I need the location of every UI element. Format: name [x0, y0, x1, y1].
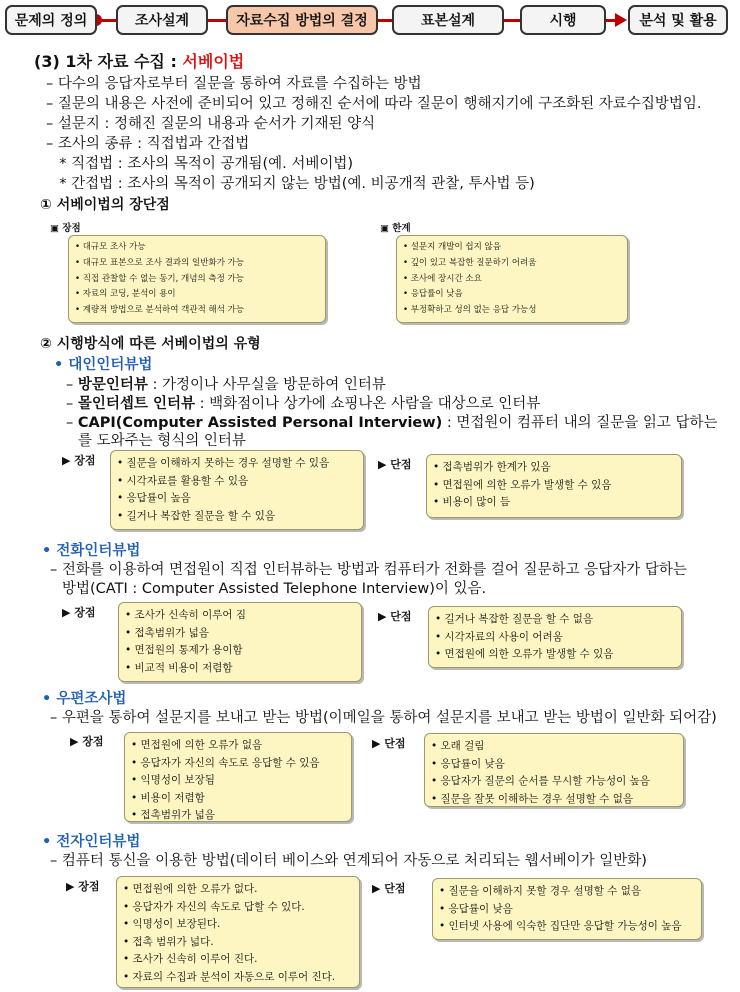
phone-title: • 전화인터뷰법 [42, 543, 141, 559]
online-cons-label: ▶ 단점 [372, 882, 406, 895]
list-item: • 조사가 신속히 이루어 진다. [123, 951, 353, 969]
online-cons-box [432, 878, 702, 940]
list-item: • 자료의 수집과 분석이 자동으로 이루어 진다. [123, 969, 353, 987]
list-item: • 대규모 조사 가능 [75, 240, 319, 256]
flow-step-4: 표본설계 [392, 5, 504, 35]
interview-item: – CAPI(Computer Assisted Personal Interview) : 면접원이 컴퓨터 내의 질문을 읽고 답하는 [66, 415, 718, 431]
intro-line: – 질문의 내용은 사전에 준비되어 있고 정해진 순서에 따라 질문이 행해지기에 구조화된 자료수집방법임. [46, 96, 702, 112]
list-item: • 접촉범위가 한계가 있음 [433, 459, 675, 477]
list-item: • 대규모 표본으로 조사 결과의 일반화가 가능 [75, 256, 319, 272]
interview-text: : 면접원이 컴퓨터 내의 질문을 읽고 답하는 [442, 415, 718, 431]
flow-step-6: 분석 및 활용 [628, 5, 728, 35]
list-item: • 비용이 저렴함 [131, 790, 345, 808]
list-item: • 길거나 복잡한 질문을 할 수 있음 [117, 508, 357, 526]
list-item: • 응답률이 높음 [117, 490, 357, 508]
list-item: • 응답자가 자신의 속도로 응답할 수 있음 [131, 755, 345, 773]
interview-pros-label: ▶ 장점 [62, 454, 96, 467]
list-item: • 응답자가 질문의 순서를 무시할 가능성이 높음 [431, 773, 677, 791]
list-item: • 면접원에 의한 오류가 없음 [131, 737, 345, 755]
list-item: • 자료의 코딩, 분석이 용이 [75, 287, 319, 303]
list-item: • 부정확하고 성의 없는 응답 가능성 [403, 303, 621, 319]
mail-pros-box [124, 732, 352, 822]
flow-step-5: 시행 [520, 5, 606, 35]
interview-term: 몰인터셉트 인터뷰 [77, 396, 195, 412]
online-title: • 전자인터뷰법 [42, 834, 141, 850]
list-item: • 깊이 있고 복잡한 질문하기 어려움 [403, 256, 621, 272]
list-item: • 접촉범위가 넓음 [125, 625, 355, 643]
online-pros-box [116, 876, 360, 988]
list-item: • 응답률이 낮음 [431, 756, 677, 774]
online-desc: – 컴퓨터 통신을 이용한 방법(데이터 베이스와 연계되어 자동으로 처리되는 웹서베이가 일반화) [50, 853, 647, 869]
mail-cons-box [424, 733, 684, 807]
list-item: • 면접원에 의한 오류가 없다. [123, 881, 353, 899]
mail-title: • 우편조사법 [42, 691, 127, 707]
intro-line: * 직접법 : 조사의 목적이 공개됨(예. 서베이법) [50, 156, 354, 172]
flow-connector [376, 19, 392, 22]
types-title: ② 시행방식에 따른 서베이법의 유형 [40, 336, 261, 352]
list-item: • 길거나 복잡한 질문을 할 수 없음 [435, 611, 675, 629]
list-item: • 접촉 범위가 넓다. [123, 934, 353, 952]
phone-desc: – 전화를 이용하여 면접원이 직접 인터뷰하는 방법과 컴퓨터가 전화를 걸어 질문하고 응답자가 답하는 [50, 562, 687, 578]
flow-connector [502, 19, 520, 22]
list-item: • 질문을 이해하지 못할 경우 설명할 수 없음 [439, 883, 695, 901]
list-item: • 직접 관찰할 수 없는 동기, 개념의 측정 가능 [75, 272, 319, 288]
proscons-pros-label: ▣ 장점 [50, 223, 81, 234]
section-number: (3) 1차 자료 수집 : [34, 52, 183, 71]
interview-term: 방문인터뷰 [77, 377, 148, 393]
phone-pros-box [118, 602, 362, 682]
list-item: • 질문을 이해하지 못하는 경우 설명할 수 있음 [117, 455, 357, 473]
list-item: • 오래 걸림 [431, 738, 677, 756]
interview-text: : 백화점이나 상가에 쇼핑나온 사람을 대상으로 인터뷰 [194, 396, 541, 412]
list-item: • 설문지 개발이 쉽지 않음 [403, 240, 621, 256]
list-item: • 비교적 비용이 저렴함 [125, 660, 355, 678]
intro-line: – 다수의 응답자로부터 질문을 통하여 자료를 수집하는 방법 [46, 76, 422, 92]
list-item: • 응답자가 자신의 속도로 답할 수 있다. [123, 899, 353, 917]
interview-pros-box [110, 450, 364, 530]
mail-pros-label: ▶ 장점 [70, 735, 104, 748]
list-item: • 인터넷 사용에 익숙한 집단만 응답할 가능성이 높음 [439, 918, 695, 936]
section-highlight: 서베이법 [182, 52, 245, 71]
proscons-cons-box [396, 235, 628, 323]
list-item: • 면접원에 의한 오류가 발생할 수 있음 [433, 477, 675, 495]
list-item: • 질문을 잘못 이해하는 경우 설명할 수 없음 [431, 791, 677, 809]
flow-step-2: 조사설계 [116, 5, 208, 35]
flow-arrow-icon [615, 13, 627, 27]
intro-line: * 간접법 : 조사의 목적이 공개되지 않는 방법(예. 비공개적 관찰, 투사법 등) [50, 176, 535, 192]
interview-item: – 몰인터셉트 인터뷰 : 백화점이나 상가에 쇼핑나온 사람을 대상으로 인터뷰 [66, 396, 541, 412]
online-pros-label: ▶ 장점 [66, 880, 100, 893]
list-item: • 응답률이 낮음 [403, 287, 621, 303]
list-item: • 익명성이 보장된다. [123, 916, 353, 934]
interview-title: • 대인인터뷰법 [54, 357, 153, 373]
flow-connector [206, 19, 226, 22]
phone-pros-label: ▶ 장점 [62, 606, 96, 619]
proscons-pros-box [68, 235, 326, 323]
list-item: • 조사가 신속히 이루어 짐 [125, 607, 355, 625]
flow-step-3-active: 자료수집 방법의 결정 [226, 5, 378, 35]
interview-item-cont: 를 도와주는 형식의 인터뷰 [78, 433, 246, 449]
interview-item: – 방문인터뷰 : 가정이나 사무실을 방문하여 인터뷰 [66, 377, 386, 393]
flow-step-1: 문제의 정의 [5, 5, 97, 35]
interview-cons-label: ▶ 단점 [378, 458, 412, 471]
list-item: • 응답률이 낮음 [439, 901, 695, 919]
section-title [34, 53, 244, 71]
list-item: • 시각자료의 사용이 어려움 [435, 629, 675, 647]
list-item: • 계량적 방법으로 분석하여 객관적 해석 가능 [75, 303, 319, 319]
phone-cons-label: ▶ 단점 [378, 610, 412, 623]
list-item: • 시각자료를 활용할 수 있음 [117, 473, 357, 491]
list-item: • 접촉범위가 넓음 [131, 807, 345, 825]
proscons-cons-label: ▣ 한계 [380, 223, 411, 234]
list-item: • 비용이 많이 듬 [433, 494, 675, 512]
interview-cons-box [426, 454, 682, 518]
intro-line: – 설문지 : 정해진 질문의 내용과 순서가 기재된 양식 [46, 116, 376, 132]
list-item: • 조사에 장시간 소요 [403, 272, 621, 288]
proscons-title: ① 서베이법의 장단점 [40, 197, 170, 213]
interview-text: : 가정이나 사무실을 방문하여 인터뷰 [147, 377, 386, 393]
list-item: • 익명성이 보장됨 [131, 772, 345, 790]
phone-cons-box [428, 606, 682, 668]
phone-desc: 방법(CATI : Computer Assisted Telephone Interview)이 있음. [62, 581, 487, 597]
mail-cons-label: ▶ 단점 [372, 737, 406, 750]
list-item: • 면접원의 통제가 용이함 [125, 642, 355, 660]
list-item: • 면접원에 의한 오류가 발생할 수 있음 [435, 646, 675, 664]
mail-desc: – 우편을 통하여 설문지를 보내고 받는 방법(이메일을 통하여 설문지를 보내고 받는 방법이 일반화 되어감) [50, 710, 717, 726]
intro-line: – 조사의 종류 : 직접법과 간접법 [46, 136, 250, 152]
interview-term: CAPI(Computer Assisted Personal Interview) [77, 415, 443, 431]
